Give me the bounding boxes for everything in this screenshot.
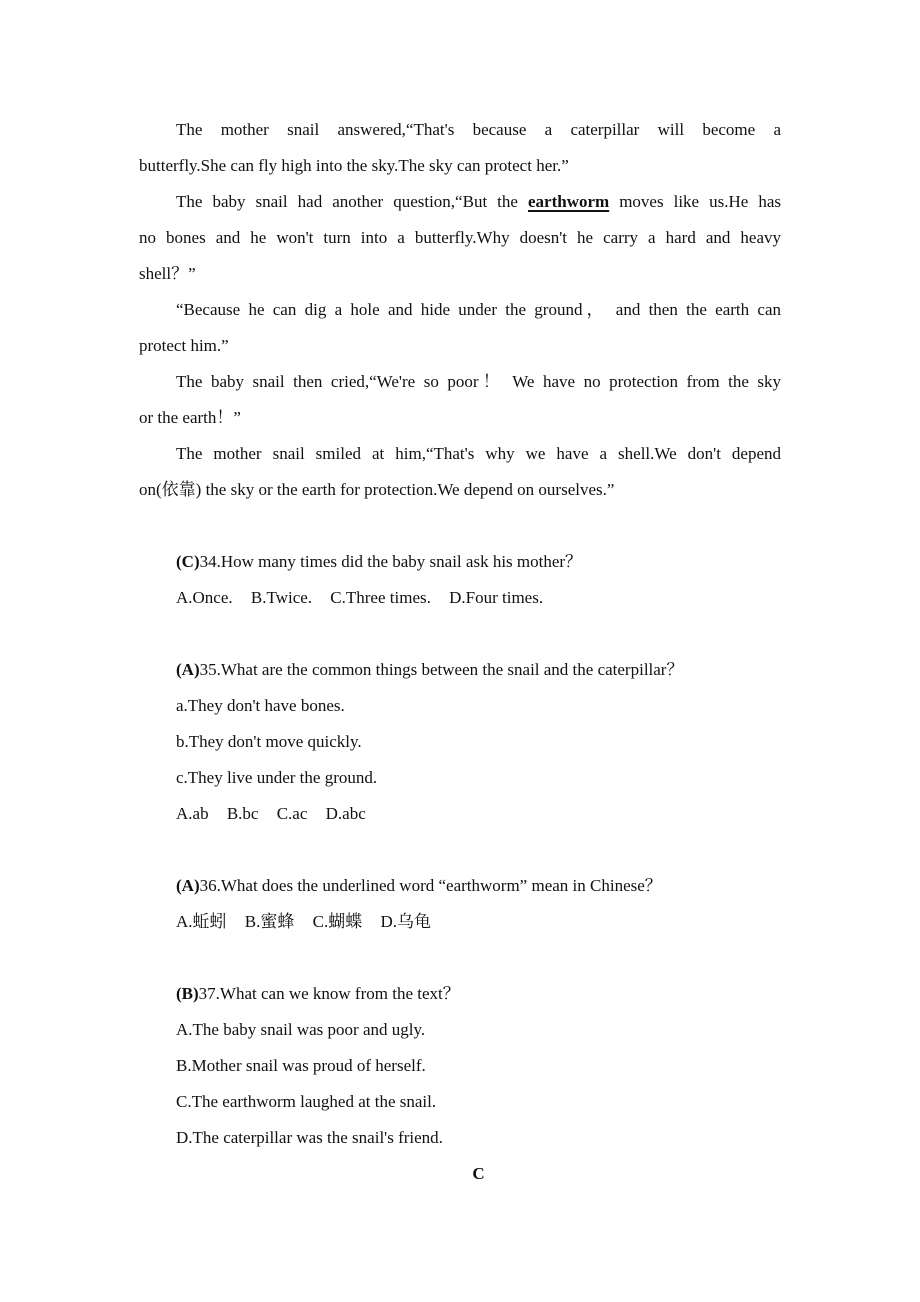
passage-line: The mother snail answered,“That's because a caterpillar will become a xyxy=(176,120,781,139)
option-d: D.乌龟 xyxy=(380,912,431,931)
section-heading: C xyxy=(472,1164,485,1183)
passage-line: protect him.” xyxy=(139,336,229,355)
answer-key: (B) xyxy=(176,984,199,1003)
answer-key: (A) xyxy=(176,660,200,679)
option-a: A.蚯蚓 xyxy=(176,912,227,931)
option-d: D.The caterpillar was the snail's friend. xyxy=(176,1128,443,1147)
question-35-stem xyxy=(139,652,781,688)
spacer xyxy=(139,832,781,868)
answer-key: (C) xyxy=(176,552,200,571)
option-c: C.The earthworm laughed at the snail. xyxy=(176,1092,437,1111)
passage-line: The mother snail smiled at him,“That's why we have a shell.We don't depend xyxy=(176,444,781,463)
question-text: 35.What are the common things between the snail and the caterpillar？ xyxy=(199,660,684,679)
option-c: C.蝴蝶 xyxy=(312,912,363,931)
question-text: 34.How many times did the baby snail ask his mother？ xyxy=(199,552,583,571)
option-b: B.Twice. xyxy=(250,588,313,607)
option-a: A.ab xyxy=(176,804,209,823)
passage-text: moves like us.He has xyxy=(609,192,781,211)
option-a: A.The baby snail was poor and ugly. xyxy=(176,1020,426,1039)
question-text: 37.What can we know from the text？ xyxy=(198,984,460,1003)
spacer xyxy=(139,508,781,544)
answer-key: (A) xyxy=(176,876,200,895)
passage-line: no bones and he won't turn into a butterfly.Why doesn't he carry a hard and heavy xyxy=(139,228,781,247)
question-35-options xyxy=(139,796,781,832)
passage-line: butterfly.She can fly high into the sky.The sky can protect her.” xyxy=(139,156,569,175)
passage-line: or the earth！” xyxy=(139,408,241,427)
option-c: C.ac xyxy=(276,804,308,823)
option-d: D.Four times. xyxy=(449,588,544,607)
question-36-options xyxy=(139,904,781,940)
option-b: B.bc xyxy=(226,804,259,823)
option-d: D.abc xyxy=(325,804,366,823)
passage-text: The baby snail had another question,“But the xyxy=(176,192,528,211)
statement-c: c.They live under the ground. xyxy=(176,768,378,787)
passage-line: “Because he can dig a hole and hide under the ground， and then the earth can xyxy=(176,300,781,319)
option-a: A.Once. xyxy=(176,588,233,607)
option-b: B.蜜蜂 xyxy=(244,912,295,931)
statement-b: b.They don't move quickly. xyxy=(176,732,362,751)
question-36-stem xyxy=(139,868,781,904)
statement-a: a.They don't have bones. xyxy=(176,696,345,715)
question-34-options xyxy=(139,580,781,616)
option-c: C.Three times. xyxy=(330,588,431,607)
spacer xyxy=(139,616,781,652)
spacer xyxy=(139,940,781,976)
option-b: B.Mother snail was proud of herself. xyxy=(176,1056,426,1075)
passage-line: shell？” xyxy=(139,264,196,283)
passage-line xyxy=(139,184,781,220)
question-text: 36.What does the underlined word “earthworm” mean in Chinese？ xyxy=(199,876,662,895)
passage-line: The baby snail then cried,“We're so poor！ We have no protection from the sky xyxy=(176,372,781,391)
page-content xyxy=(139,112,781,1192)
question-37-stem xyxy=(139,976,781,1012)
question-34-stem xyxy=(139,544,781,580)
passage-line: on(依靠) the sky or the earth for protection.We depend on ourselves.” xyxy=(139,480,615,499)
underlined-keyword: earthworm xyxy=(527,192,610,211)
